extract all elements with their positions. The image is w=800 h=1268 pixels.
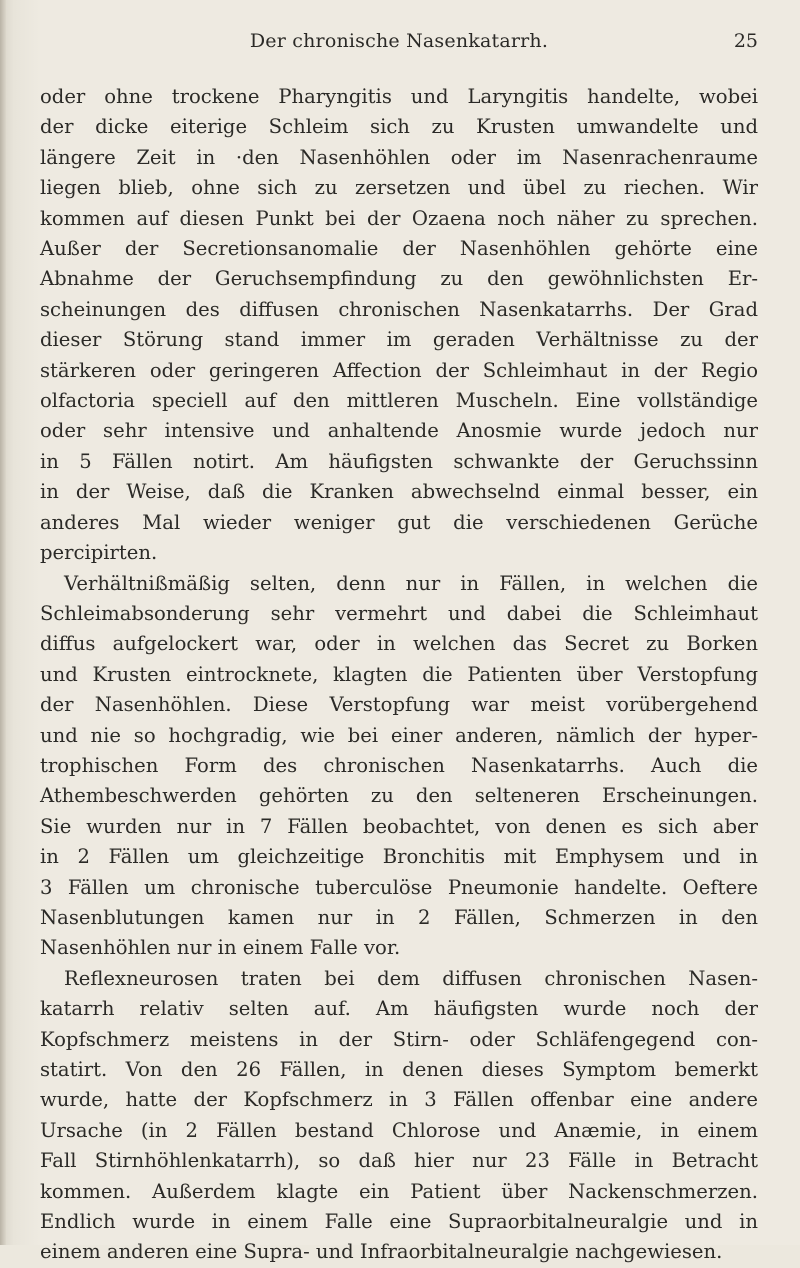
text-line: liegen blieb, ohne sich zu zersetzen und übel zu riechen. Wir — [40, 176, 758, 200]
page-binding-edge — [0, 0, 6, 1245]
running-title: Der chronische Nasenkatarrh. — [249, 30, 549, 52]
text-line: dieser Störung stand immer im geraden Verhältnisse zu der — [40, 328, 758, 352]
text-line: Abnahme der Geruchsempfindung zu den gewöhnlichsten Er- — [40, 267, 758, 291]
text-line: in der Weise, daß die Kranken abwechselnd einmal besser, ein — [40, 480, 758, 504]
text-line: Außer der Secretionsanomalie der Nasenhöhlen gehörte eine — [40, 237, 758, 261]
text-line: Athembeschwerden gehörten zu den selteneren Erscheinungen. — [40, 784, 758, 808]
text-line: trophischen Form des chronischen Nasenkatarrhs. Auch die — [40, 753, 758, 777]
text-line: katarrh relativ selten auf. Am häufigsten wurde noch der — [40, 997, 758, 1021]
paragraph — [40, 82, 758, 569]
text-line: der Nasenhöhlen. Diese Verstopfung war meist vorübergehend — [40, 693, 758, 717]
text-line: statirt. Von den 26 Fällen, in denen dieses Symptom bemerkt — [40, 1058, 758, 1081]
text-line: in 2 Fällen um gleichzeitige Bronchitis mit Emphysem und in — [40, 845, 758, 869]
text-line: Sie wurden nur in 7 Fällen beobachtet, von denen es sich aber — [40, 814, 758, 838]
text-line: olfactoria speciell auf den mittleren Muscheln. Eine vollständige — [40, 389, 758, 413]
text-line: in 5 Fällen notirt. Am häufigsten schwankte der Geruchssinn — [40, 449, 758, 473]
text-line: kommen. Außerdem klagte ein Patient über Nackenschmerzen. — [40, 1179, 758, 1203]
text-line: Nasenhöhlen nur in einem Falle vor. — [40, 936, 401, 960]
text-line: der dicke eiterige Schleim sich zu Krusten umwandelte und — [40, 115, 758, 139]
text-line: scheinungen des diffusen chronischen Nasenkatarrhs. Der Grad — [40, 297, 758, 321]
text-line: Endlich wurde in einem Falle eine Supraorbitalneuralgie und in — [40, 1210, 758, 1234]
text-line: oder ohne trockene Pharyngitis und Laryngitis handelte, wobei — [40, 85, 758, 108]
text-line: und Krusten eintrocknete, klagten die Patienten über Verstopfung — [40, 662, 758, 686]
page-number: 25 — [733, 30, 758, 52]
text-line: und nie so hochgradig, wie bei einer anderen, nämlich der hyper- — [40, 723, 758, 747]
running-header — [40, 30, 758, 56]
text-line: anderes Mal wieder weniger gut die verschiedenen Gerüche — [40, 510, 758, 534]
text-line: kommen auf diesen Punkt bei der Ozaena noch näher zu sprechen. — [40, 206, 758, 230]
text-line: Schleimabsonderung sehr vermehrt und dabei die Schleimhaut — [40, 601, 758, 625]
text-line: einem anderen eine Supra- und Infraorbitalneuralgie nachgewiesen. — [40, 1240, 723, 1264]
text-line: Verhältnißmäßig selten, denn nur in Fällen, in welchen die — [64, 571, 758, 595]
text-line: Kopfschmerz meistens in der Stirn- oder Schläfengegend con- — [40, 1027, 758, 1051]
text-line: Fall Stirnhöhlenkatarrh), so daß hier nur 23 Fälle in Betracht — [40, 1149, 758, 1173]
text-line: Ursache (in 2 Fällen bestand Chlorose und Anæmie, in einem — [40, 1118, 758, 1142]
text-line: 3 Fällen um chronische tuberculöse Pneumonie handelte. Oeftere — [40, 875, 758, 899]
text-line: Nasenblutungen kamen nur in 2 Fällen, Schmerzen in den — [40, 905, 758, 929]
body-text — [40, 82, 758, 1268]
text-line: stärkeren oder geringeren Affection der Schleimhaut in der Regio — [40, 358, 758, 382]
text-line: diffus aufgelockert war, oder in welchen das Secret zu Borken — [40, 632, 758, 656]
text-line: längere Zeit in ·den Nasenhöhlen oder im Nasenrachenraume — [40, 145, 758, 169]
text-line: percipirten. — [40, 541, 158, 565]
text-line: wurde, hatte der Kopfschmerz in 3 Fällen offenbar eine andere — [40, 1088, 758, 1112]
paragraph — [40, 569, 758, 964]
text-line: oder sehr intensive und anhaltende Anosmie wurde jedoch nur — [40, 419, 758, 443]
paragraph — [40, 964, 758, 1268]
text-line: Reflexneurosen traten bei dem diffusen chronischen Nasen- — [64, 966, 758, 990]
